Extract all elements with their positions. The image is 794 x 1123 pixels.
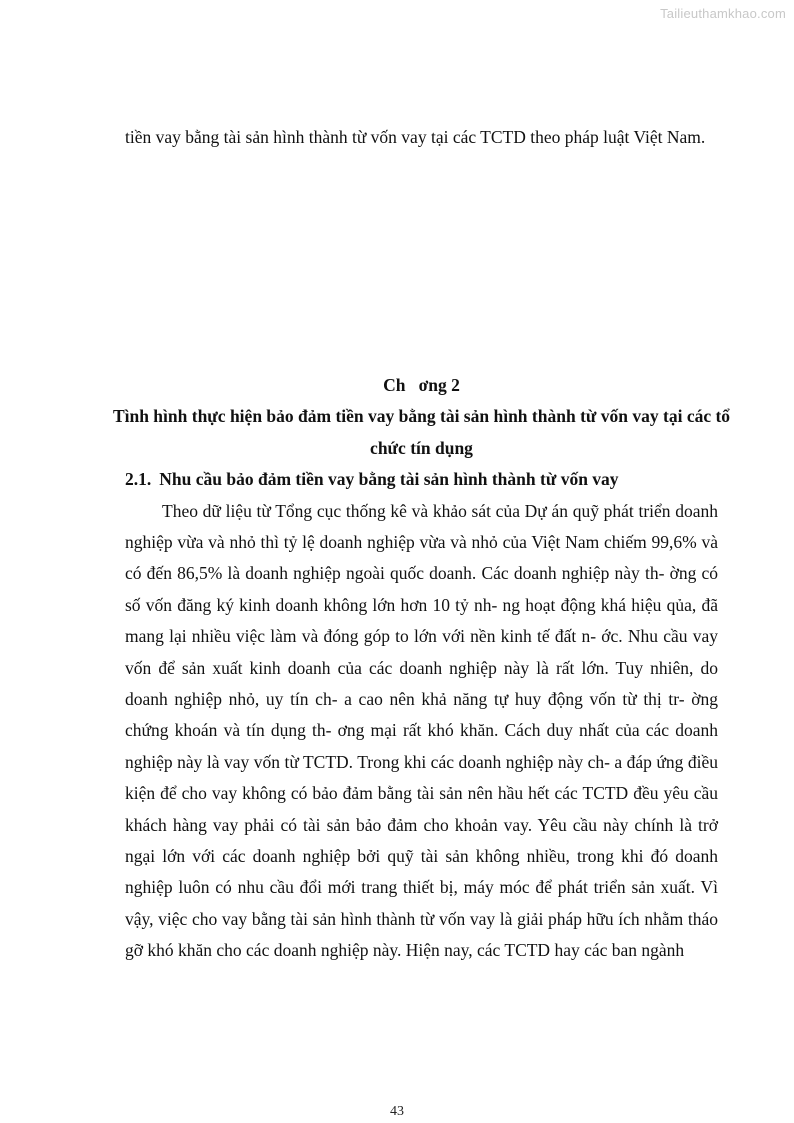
chapter-block [112,370,731,967]
section-title: Nhu cầu bảo đảm tiền vay bằng tài sản hình thành từ vốn vay [159,469,619,489]
continuation-paragraph: tiền vay bằng tài sản hình thành từ vốn vay tại các TCTD theo pháp luật Việt Nam. [125,127,706,147]
chapter-title: Ch ơng 2 [383,375,460,395]
page-number: 43 [390,1104,404,1119]
section-heading [125,464,718,496]
continuation-block [125,122,718,154]
section-number: 2.1. [125,469,152,489]
body-paragraph: Theo dữ liệu từ Tổng cục thống kê và khảo sát của Dự án quỹ phát triển doanh nghiệp vừa và nhỏ thì tỷ lệ doanh nghiệp vừa và nhỏ của Việt Nam chiếm 99,6% và có đến 86,5% là doanh nghiệp ngoài quốc doanh. Các doanh nghiệp này th- ờng có số vốn đăng ký kinh doanh không lớn hơn 10 tỷ nh- ng hoạt động khá hiệu qủa, đã mang lại nhiều việc làm và đóng góp to lớn với nền kinh tế đất n- ớc. Nhu cầu vay vốn để sản xuất kinh doanh của các doanh nghiệp này là rất lớn. Tuy nhiên, do doanh nghiệp nhỏ, uy tín ch- a cao nên khả năng tự huy động vốn từ thị tr- ờng chứng khoán và tín dụng th- ơng mại rất khó khăn. Cách duy nhất của các doanh nghiệp này là vay vốn từ TCTD. Trong khi các doanh nghiệp này ch- a đáp ứng điều kiện để cho vay không có bảo đảm bằng tài sản nên hầu hết các TCTD đều yêu cầu khách hàng vay phải có tài sản bảo đảm cho khoản vay. Yêu cầu này chính là trở ngại lớn với các doanh nghiệp bởi quỹ tài sản không nhiều, trong khi đó doanh nghiệp luôn có nhu cầu đổi mới trang thiết bị, máy móc để phát triển sản xuất. Vì vậy, việc cho vay bằng tài sản hình thành từ vốn vay là giải pháp hữu ích nhằm tháo gỡ khó khăn cho các doanh nghiệp này. Hiện nay, các TCTD hay các ban ngành [125,500,718,961]
watermark-text: Tailieuthamkhao.com [660,6,786,21]
chapter-heading: Tình hình thực hiện bảo đảm tiền vay bằng tài sản hình thành từ vốn vay tại các tổ chức tín dụng [112,406,731,458]
